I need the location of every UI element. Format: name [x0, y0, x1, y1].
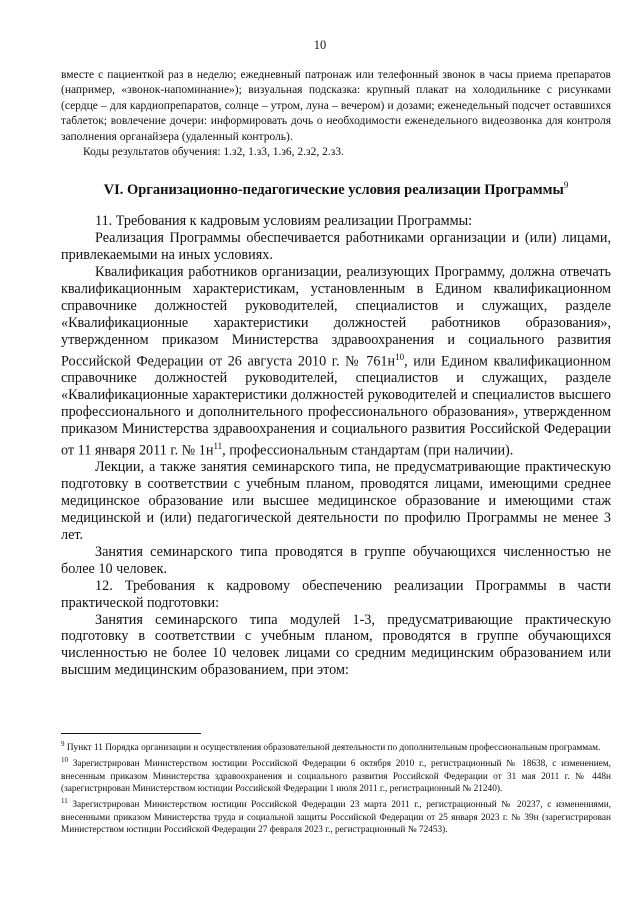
- footnote-ref-9: 9: [563, 180, 569, 191]
- paragraph-practical: Занятия семинарского типа модулей 1-3, предусматривающие практическую подготовку в соответствии с учебным планом, проводятся в группе обучающихся численностью не более 10 человек лицами со средним медицинским образованием или высшим медицинским образованием, при этом:: [61, 611, 611, 679]
- paragraph-lectures: Лекции, а также занятия семинарского типа, не предусматривающие практическую подготовку в соответствии с учебным планом, проводятся лицами, имеющими среднее медицинское образование или высшее медицинское образование и имеющими стаж медицинской и (или) педагогической деятельности по профилю Программы не менее 3 лет.: [61, 459, 611, 544]
- footnote-number: 9: [61, 740, 65, 748]
- section-heading: [61, 180, 611, 199]
- page-body: [61, 68, 611, 679]
- footnote-separator: [61, 733, 201, 734]
- footnote-number: 10: [61, 756, 68, 765]
- footnote-9: [61, 738, 611, 754]
- footnote-ref-11: 11: [213, 440, 223, 451]
- learning-codes: Коды результатов обучения: 1.з2, 1.з3, 1.з6, 2.з2, 2.з3.: [83, 146, 344, 159]
- page-number: 10: [313, 38, 327, 52]
- section-heading-text: VI. Организационно-педагогические условия реализации Программы: [103, 182, 564, 199]
- qualification-text-b: , или Едином квалификационном справочнике должностей руководителей, специалистов и служащих, разделе «Квалификационные характеристики должностей руководителей и специалистов высшего профессионального и дополнительного профессионального образования», утвержденном приказом Министерства здравоохранения и социального развития Российской Федерации от 11 января 2011 г. № 1н: [61, 353, 611, 459]
- paragraph-group-size: Занятия семинарского типа проводятся в группе обучающихся численностью не более 10 человек.: [61, 543, 611, 577]
- footnote-10: [61, 754, 611, 795]
- qualification-text-a: Квалификация работников организации, реализующих Программу, должна отвечать квалификационным характеристикам, установленным в Едином квалификационном справочнике должностей руководителей, специалистов и служащих, разделе «Квалификационные характеристики должностей работников образования», утвержденном приказом Министерства здравоохранения и социального развития Российской Федерации от 26 августа 2010 г. № 761н: [61, 263, 611, 370]
- footnote-text: Пункт 11 Порядка организации и осуществления образовательной деятельности по дополнительным профессиональным программам.: [66, 743, 601, 754]
- paragraph-qualification: [61, 264, 611, 459]
- qualification-text-c: , профессиональным стандартам (при наличии).: [222, 442, 514, 459]
- paragraph-staffing: Реализация Программы обеспечивается работниками организации и (или) лицами, привлекаемыми на иных условиях.: [61, 230, 611, 264]
- footnote-text: Зарегистрирован Министерством юстиции Российской Федерации 6 октября 2010 г., регистрационный № 18638, с изменением, внесенным приказом Министерства здравоохранения и социального развития Российской Федерации от 31 мая 2011 г. № 448н (зарегистрирован Министерством юстиции Российской Федерации 1 июля 2011 г., регистрационный № 21240).: [61, 759, 611, 795]
- paragraph-11-title: 11. Требования к кадровым условиям реализации Программы:: [95, 213, 473, 230]
- footnote-text: Зарегистрирован Министерством юстиции Российской Федерации 23 марта 2011 г., регистрационный № 20237, с изменениями, внесенными приказом Министерства труда и социальной защиты Российской Федерации от 25 января 2023 г. № 39н (зарегистрирован Министерством юстиции Российской Федерации 27 февраля 2023 г., регистрационный № 72453).: [61, 800, 611, 836]
- intro-paragraph: вместе с пациенткой раз в неделю; ежедневный патронаж или телефонный звонок в часы приема препаратов (например, «звонок-напоминание»); визуальная подсказка: крупный плакат на холодильнике с рисунками (сердце – для кардиопрепаратов, солнце – утром, луна – вечером) и дозами; еженедельный подсчет оставшихся таблеток; вовлечение дочери: информировать дочь о необходимости еженедельного видеозвонка для контроля заполнения органайзера (удаленный контроль).: [61, 69, 611, 143]
- footnote-11: [61, 795, 611, 836]
- footnotes: [61, 738, 611, 836]
- paragraph-12-title: 12. Требования к кадровому обеспечению реализации Программы в части практической подготовки:: [61, 577, 611, 611]
- footnote-number: 11: [61, 797, 68, 806]
- footnote-ref-10: 10: [395, 351, 405, 362]
